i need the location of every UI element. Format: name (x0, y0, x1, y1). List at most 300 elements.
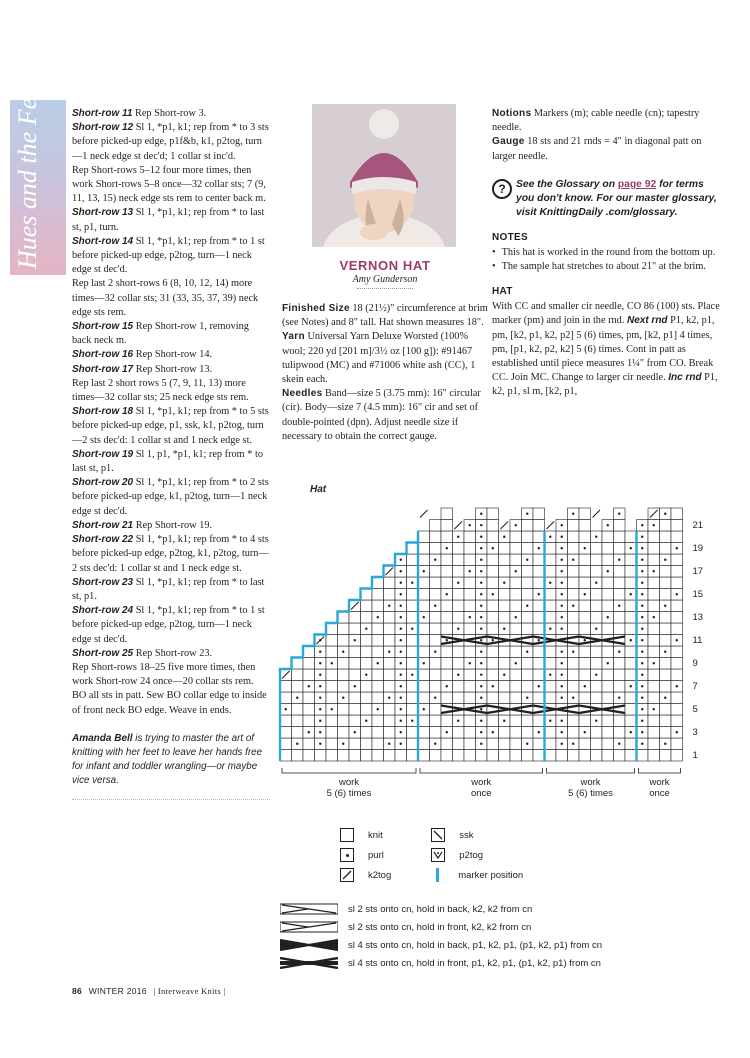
chart-cell (303, 738, 315, 750)
chart-cell (499, 692, 511, 704)
chart-cell (591, 566, 603, 578)
chart-cell (545, 554, 557, 566)
chart-cell (384, 750, 396, 762)
instruction-paragraph: Short-row 16 Rep Short-row 14. (72, 349, 213, 361)
purl-mark (411, 582, 413, 584)
chart-cell (315, 750, 327, 762)
right-column (492, 107, 720, 400)
repeat-bracket (420, 768, 543, 773)
chart-cell (671, 669, 683, 681)
purl-mark (618, 743, 620, 745)
purl-mark (423, 570, 425, 572)
chart-cell (384, 635, 396, 647)
purl-mark (377, 616, 379, 618)
chart-cell (487, 577, 499, 589)
purl-mark (354, 639, 356, 641)
purl-mark (457, 628, 459, 630)
chart-cell (648, 750, 660, 762)
chart-cell (568, 681, 580, 693)
purl-mark (653, 662, 655, 664)
chart-cell (510, 589, 522, 601)
notions: Notions Markers (m); cable needle (cn); tapestry needle. (492, 108, 700, 134)
chart-cell (671, 738, 683, 750)
chart-cell (418, 681, 430, 693)
chart-cell (453, 646, 465, 658)
row-number: 5 (692, 703, 698, 715)
purl-mark (365, 720, 367, 722)
chart-cell (338, 658, 350, 670)
chart-cell (614, 589, 626, 601)
instruction-paragraph: Short-row 23 Sl 1, *p1, k1; rep from * to last st, p1. (72, 576, 265, 602)
chart-cell (384, 612, 396, 624)
chart-cell (372, 692, 384, 704)
chart-cell (407, 704, 419, 716)
purl-mark (480, 743, 482, 745)
glossary-page-link[interactable]: page 92 (617, 178, 657, 190)
chart-cell (614, 727, 626, 739)
stitch-legend (340, 828, 640, 882)
chart-cell (349, 623, 361, 635)
purl-mark (503, 536, 505, 538)
cable-legend-row: sl 2 sts onto cn, hold in back, k2, k2 from cn (280, 900, 660, 918)
purl-mark (584, 547, 586, 549)
purl-mark (630, 731, 632, 733)
chart-cell (625, 669, 637, 681)
purl-mark (584, 593, 586, 595)
chart-cell (372, 623, 384, 635)
chart-cell (591, 543, 603, 555)
chart-cell (407, 681, 419, 693)
chart-cell (499, 750, 511, 762)
chart-cell (625, 750, 637, 762)
chart-cell (591, 750, 603, 762)
chart-cell (441, 715, 453, 727)
chart-cell (648, 635, 660, 647)
chart-cell (372, 669, 384, 681)
chart-cell (464, 646, 476, 658)
chart-cell (384, 715, 396, 727)
chart-cell (533, 715, 545, 727)
purl-mark (480, 639, 482, 641)
chart-cell (372, 750, 384, 762)
bio-text: is trying to master the art of knitting with her feet to leave her hands free for infant and toddler wrangling—or maybe vice versa. (72, 732, 263, 787)
chart-cell (602, 692, 614, 704)
chart-cell (510, 681, 522, 693)
chart-cell (499, 612, 511, 624)
chart-cell (464, 669, 476, 681)
chart-cell (568, 577, 580, 589)
purl-mark (480, 662, 482, 664)
chart-cell (349, 738, 361, 750)
chart-cell (384, 589, 396, 601)
purl-mark (492, 547, 494, 549)
purl-mark (400, 570, 402, 572)
chart-cell (545, 600, 557, 612)
glossary-callout: ? See the Glossary on page 92 for terms you don't know. For our master glossary, visit KnittingDaily .com/glossary. (492, 178, 720, 220)
chart-cell (545, 589, 557, 601)
chart-cell (487, 750, 499, 762)
purl-mark (653, 708, 655, 710)
chart-cell (430, 566, 442, 578)
chart-cell (349, 669, 361, 681)
chart-cell (407, 566, 419, 578)
instruction-paragraph: Short-row 13 Sl 1, *p1, k1; rep from * to last st, p1, turn. (72, 207, 265, 233)
instruction-paragraph: Rep Short-rows 5–12 four more times, then work Short-rows 5–8 once—32 collar sts; 7 (9, 11, 13, 15) neck edge sts rem to center back m. (72, 164, 266, 205)
chart-cell (568, 750, 580, 762)
chart-cell (671, 600, 683, 612)
issue-label: WINTER 2016 (88, 986, 147, 996)
purl-mark (319, 743, 321, 745)
purl-mark (388, 651, 390, 653)
chart-cell (602, 589, 614, 601)
purl-mark (469, 616, 471, 618)
purl-mark (664, 697, 666, 699)
instruction-paragraph: Short-row 22 Sl 1, *p1, k1; rep from * to 4 sts before picked-up edge, p2tog, k1, p2tog, turn—2 sts dec'd: 1 collar st and 1 neck edge st. (72, 534, 269, 574)
purl-mark (480, 582, 482, 584)
cable-2-2-front-icon (280, 921, 338, 933)
repeat-label: work once (470, 777, 492, 799)
chart-cell (303, 669, 315, 681)
chart-cell (418, 589, 430, 601)
chart-cell (568, 566, 580, 578)
chart-cell (568, 715, 580, 727)
chart-cell (614, 715, 626, 727)
purl-mark (400, 731, 402, 733)
purl-mark (400, 708, 402, 710)
purl-mark (561, 731, 563, 733)
chart-cell (487, 531, 499, 543)
chart-cell (372, 715, 384, 727)
chart-cell (464, 577, 476, 589)
chart-cell (591, 692, 603, 704)
purl-mark (388, 743, 390, 745)
instruction-paragraph: Short-row 15 Rep Short-row 1, removing back neck m. (72, 321, 249, 347)
chart-cell (464, 531, 476, 543)
cable-2-2-back-icon (280, 903, 338, 915)
chart-cell (648, 543, 660, 555)
chart-cell (545, 727, 557, 739)
purl-mark (549, 674, 551, 676)
purl-mark (572, 651, 574, 653)
purl-mark (446, 639, 448, 641)
chart-cell (349, 646, 361, 658)
purl-mark (342, 697, 344, 699)
purl-mark (561, 628, 563, 630)
chart-cell (384, 704, 396, 716)
chart-cell (441, 554, 453, 566)
chart-cell (361, 658, 373, 670)
chart-cell (407, 612, 419, 624)
purl-mark (434, 743, 436, 745)
chart-cell (338, 669, 350, 681)
purl-mark (308, 731, 310, 733)
chart-cell (602, 715, 614, 727)
chart-cell (280, 727, 292, 739)
chart-cell (453, 692, 465, 704)
purl-mark (561, 651, 563, 653)
chart-cell (568, 658, 580, 670)
page-number: 86 (72, 986, 83, 996)
chart-cell (453, 738, 465, 750)
chart-cell (602, 727, 614, 739)
notes-heading: NOTES (492, 231, 528, 243)
decrease-mark (593, 510, 601, 518)
purl-mark (595, 674, 597, 676)
chart-cell (522, 520, 534, 532)
purl-mark (319, 720, 321, 722)
decrease-mark (420, 510, 428, 518)
chart-cell (430, 589, 442, 601)
row-number: 21 (692, 519, 704, 531)
chart-cell (418, 727, 430, 739)
chart-cell (441, 577, 453, 589)
chart-cell (326, 727, 338, 739)
purl-mark (469, 662, 471, 664)
chart-cell (625, 623, 637, 635)
chart-cell (499, 727, 511, 739)
chart-cell (418, 646, 430, 658)
row-number: 17 (692, 565, 704, 577)
chart-cell (464, 554, 476, 566)
purl-mark (400, 662, 402, 664)
purl-mark (354, 731, 356, 733)
chart-cell (361, 727, 373, 739)
purl-mark (676, 547, 678, 549)
purl-mark (561, 582, 563, 584)
purl-mark (400, 743, 402, 745)
chart-cell (453, 750, 465, 762)
chart-cell (499, 554, 511, 566)
chart-cell (361, 589, 373, 601)
chart-cell (625, 738, 637, 750)
purl-mark (641, 536, 643, 538)
chart-cell (418, 692, 430, 704)
chart-cell (568, 612, 580, 624)
instruction-paragraph: Short-row 11 Rep Short-row 3. (72, 108, 207, 119)
chart-cell (614, 520, 626, 532)
bio-name: Amanda Bell (72, 732, 133, 744)
chart-cell (441, 520, 453, 532)
chart-cell (671, 623, 683, 635)
chart-cell (533, 566, 545, 578)
chart-cell (671, 566, 683, 578)
purl-mark (561, 685, 563, 687)
chart-cell (338, 681, 350, 693)
chart-cell (648, 727, 660, 739)
chart-cell (326, 646, 338, 658)
purl-mark (641, 720, 643, 722)
purl-mark (480, 731, 482, 733)
chart-cell (614, 577, 626, 589)
chart-cell (579, 508, 591, 520)
purl-mark (400, 674, 402, 676)
purl-mark (434, 605, 436, 607)
legend-marker: marker position (431, 868, 523, 882)
magazine-label: | Interweave Knits | (153, 986, 226, 996)
chart-cell (349, 715, 361, 727)
chart-cell (568, 520, 580, 532)
chart-cell (361, 681, 373, 693)
purl-mark (503, 628, 505, 630)
chart-cell (487, 623, 499, 635)
chart-cell (464, 681, 476, 693)
chart-cell (522, 589, 534, 601)
chart-cell (568, 727, 580, 739)
chart-cell (660, 727, 672, 739)
purl-mark (561, 605, 563, 607)
chart-cell (545, 738, 557, 750)
chart-cell (441, 738, 453, 750)
purl-mark (365, 628, 367, 630)
purl-mark (538, 593, 540, 595)
purl-mark (549, 720, 551, 722)
purl-mark (641, 616, 643, 618)
purl-mark (607, 616, 609, 618)
legend-p2tog: p2tog (431, 848, 523, 862)
purl-mark (641, 731, 643, 733)
chart-cell (510, 669, 522, 681)
chart-cell (660, 715, 672, 727)
chart-cell (533, 554, 545, 566)
purl-mark (331, 662, 333, 664)
chart-cell (441, 692, 453, 704)
chart-cell (430, 669, 442, 681)
purl-mark (561, 593, 563, 595)
instruction-paragraph: Short-row 24 Sl 1, *p1, k1; rep from * to 1 st before picked-up edge, p2tog, turn—1 neck edge st dec'd. (72, 605, 265, 645)
chart-cell (625, 658, 637, 670)
chart-cell (522, 577, 534, 589)
chart-cell (280, 681, 292, 693)
chart-cell (326, 750, 338, 762)
chart-cell (545, 658, 557, 670)
chart-cell (349, 704, 361, 716)
chart-cell (338, 715, 350, 727)
chart-cell (579, 566, 591, 578)
chart-cell (533, 669, 545, 681)
hat-instructions: With CC and smaller cir needle, CO 86 (100) sts. Place marker (pm) and join in the rnd. Next rnd P1, k2, p1, pm, [k2, p1, k2, p2] 5 (6) times, pm, [k2, p1] 4 times, pm, [p1, k2, p2, k2] 5 (6) times. Cont in patt as established until piece measures 1¼" from CO. Break CC. Join MC. Change to larger cir needle. Inc rnd P1, k2, p1, sl m, [k2, p1, (492, 301, 720, 398)
chart-cell (372, 577, 384, 589)
instruction-paragraph: Rep Short-rows 18–25 five more times, then work Short-row 24 once—20 collar sts rem. BO all sts in patt. Sew BO collar edge to inside of front neck BO edge. Weave in ends. (72, 661, 267, 716)
chart-cell (579, 658, 591, 670)
purl-mark (549, 536, 551, 538)
purl-mark (676, 639, 678, 641)
section-tab-label: Hues and the Fervor (13, 53, 42, 269)
chart-cell (303, 658, 315, 670)
legend-ssk: ssk (431, 828, 523, 842)
purl-mark (411, 674, 413, 676)
chart-cell (522, 715, 534, 727)
repeat-label: work 5 (6) times (568, 777, 613, 799)
purl-mark (549, 628, 551, 630)
purl-mark (561, 697, 563, 699)
chart-cell (510, 692, 522, 704)
chart-cell (441, 750, 453, 762)
chart-cell (464, 543, 476, 555)
chart-cell (292, 658, 304, 670)
chart-cell (487, 669, 499, 681)
chart-cell (625, 566, 637, 578)
chart-cell (591, 658, 603, 670)
chart-cell (648, 577, 660, 589)
chart-cell (361, 704, 373, 716)
left-column (72, 107, 270, 801)
chart-cell (407, 589, 419, 601)
chart-cell (326, 635, 338, 647)
chart-cell (671, 692, 683, 704)
chart-cell (499, 681, 511, 693)
chart-cell (671, 531, 683, 543)
row-number: 1 (692, 749, 698, 761)
row-number: 3 (692, 726, 698, 738)
chart-cell (579, 623, 591, 635)
chart-cell (499, 543, 511, 555)
chart-cell (430, 577, 442, 589)
chart-cell (614, 669, 626, 681)
purl-mark (480, 674, 482, 676)
instruction-paragraph: Short-row 14 Sl 1, *p1, k1; rep from * to 1 st before picked-up edge, p2tog, turn—1 neck edge st dec'd. (72, 235, 265, 276)
chart-cell (464, 727, 476, 739)
purl-mark (503, 582, 505, 584)
chart-cell (361, 692, 373, 704)
purl-icon (340, 848, 354, 862)
chart-cell (441, 646, 453, 658)
chart-cell (591, 600, 603, 612)
cable-legend (280, 900, 660, 972)
chart-cell (637, 750, 649, 762)
chart-cell (487, 646, 499, 658)
chart-cell (464, 589, 476, 601)
chart-cell (602, 646, 614, 658)
chart-cell (625, 554, 637, 566)
chart-cell (614, 681, 626, 693)
chart-cell (487, 554, 499, 566)
chart-cell (292, 669, 304, 681)
chart-cell (591, 727, 603, 739)
chart-cell (453, 727, 465, 739)
chart-cell (453, 589, 465, 601)
chart-cell (625, 600, 637, 612)
gauge: Gauge 18 sts and 21 rnds = 4" in diagonal patt on larger needle. (492, 136, 702, 162)
purl-mark (526, 697, 528, 699)
purl-mark (538, 731, 540, 733)
chart-cell (602, 577, 614, 589)
chart-cell (671, 577, 683, 589)
chart-cell (280, 692, 292, 704)
chart-cell (441, 566, 453, 578)
chart-cell (453, 658, 465, 670)
chart-cell (579, 738, 591, 750)
purl-mark (526, 513, 528, 515)
purl-mark (595, 720, 597, 722)
purl-mark (641, 708, 643, 710)
chart-cell (614, 658, 626, 670)
chart-cell (614, 566, 626, 578)
purl-mark (480, 697, 482, 699)
chart-cell (533, 577, 545, 589)
chart-cell (441, 658, 453, 670)
chart-cell (533, 658, 545, 670)
cable-legend-row: sl 4 sts onto cn, hold in front, p1, k2, p1, (p1, k2, p1) from cn (280, 954, 660, 972)
purl-mark (561, 570, 563, 572)
purl-mark (480, 593, 482, 595)
chart-cell (648, 623, 660, 635)
purl-mark (480, 605, 482, 607)
chart-cell (464, 750, 476, 762)
purl-mark (526, 605, 528, 607)
cable-4-4-front-icon (280, 957, 338, 969)
chart-cell (361, 738, 373, 750)
k2tog-icon (340, 868, 354, 882)
